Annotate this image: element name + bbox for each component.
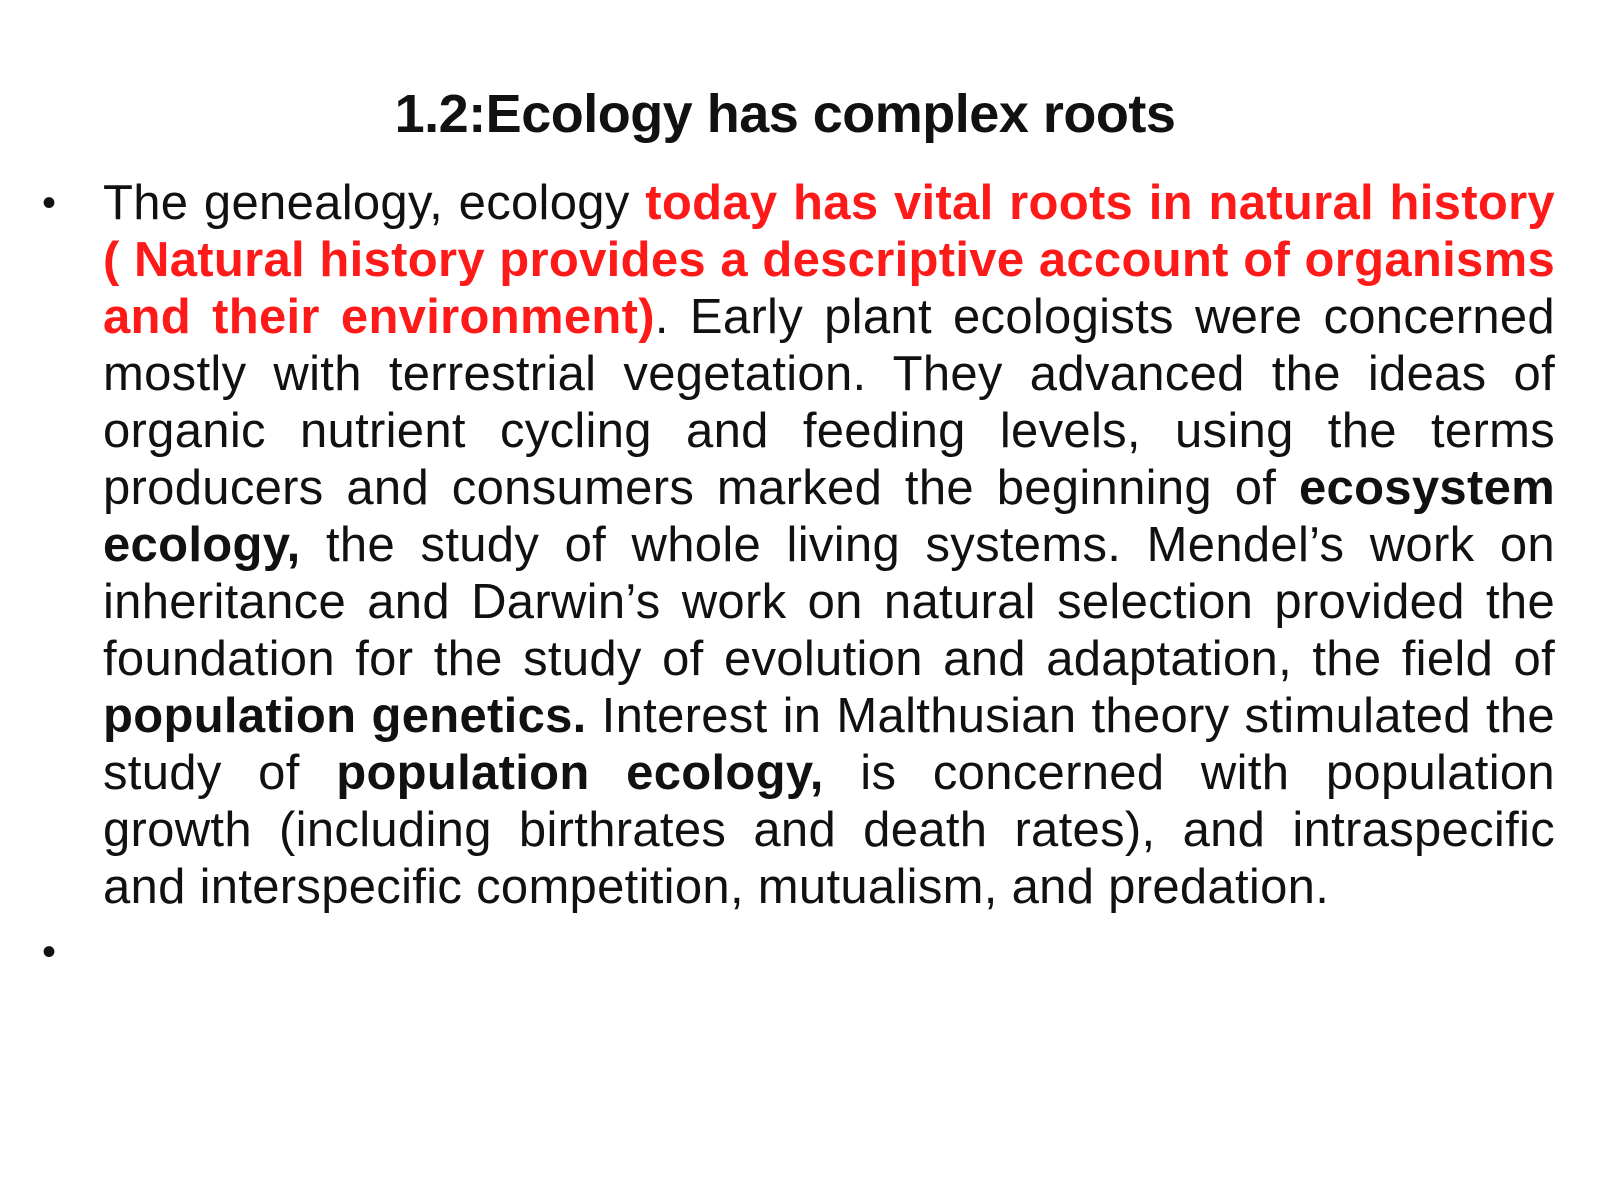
paragraph-text: Interest in Malthusian theory stimulated the study of xyxy=(103,689,1555,800)
paragraph-text: The genealogy, ecology xyxy=(103,176,646,230)
bullet-item-main xyxy=(0,175,1555,916)
term-population-ecology: population ecology, xyxy=(336,746,824,800)
bullet-icon: • xyxy=(42,181,57,225)
bullet-icon: • xyxy=(42,930,57,974)
bullet-item-empty xyxy=(0,924,1555,981)
bullet-list xyxy=(0,175,1600,981)
bullet-paragraph xyxy=(103,175,1555,916)
highlighted-red-text: today has vital roots in natural history ( Natural history provides a descriptive account of organisms and their environment) xyxy=(103,176,1555,344)
term-population-genetics: population genetics. xyxy=(103,689,587,743)
paragraph-text: . Early plant ecologists were concerned mostly with terrestrial vegetation. They advanced the ideas of organic nutrient cycling and feeding levels, using the terms producers and consumers marked the beginning of xyxy=(103,290,1555,515)
paragraph-text: is concerned with population growth (including birthrates and death rates), and intraspecific and interspecific competition, mutualism, and predation. xyxy=(103,746,1555,914)
slide-title: 1.2:Ecology has complex roots xyxy=(394,84,1176,144)
paragraph-text: the study of whole living systems. Mendel’s work on inheritance and Darwin’s work on natural selection provided the foundation for the study of evolution and adaptation, the field of xyxy=(103,518,1555,686)
term-ecosystem-ecology: ecosystem ecology, xyxy=(103,461,1555,572)
